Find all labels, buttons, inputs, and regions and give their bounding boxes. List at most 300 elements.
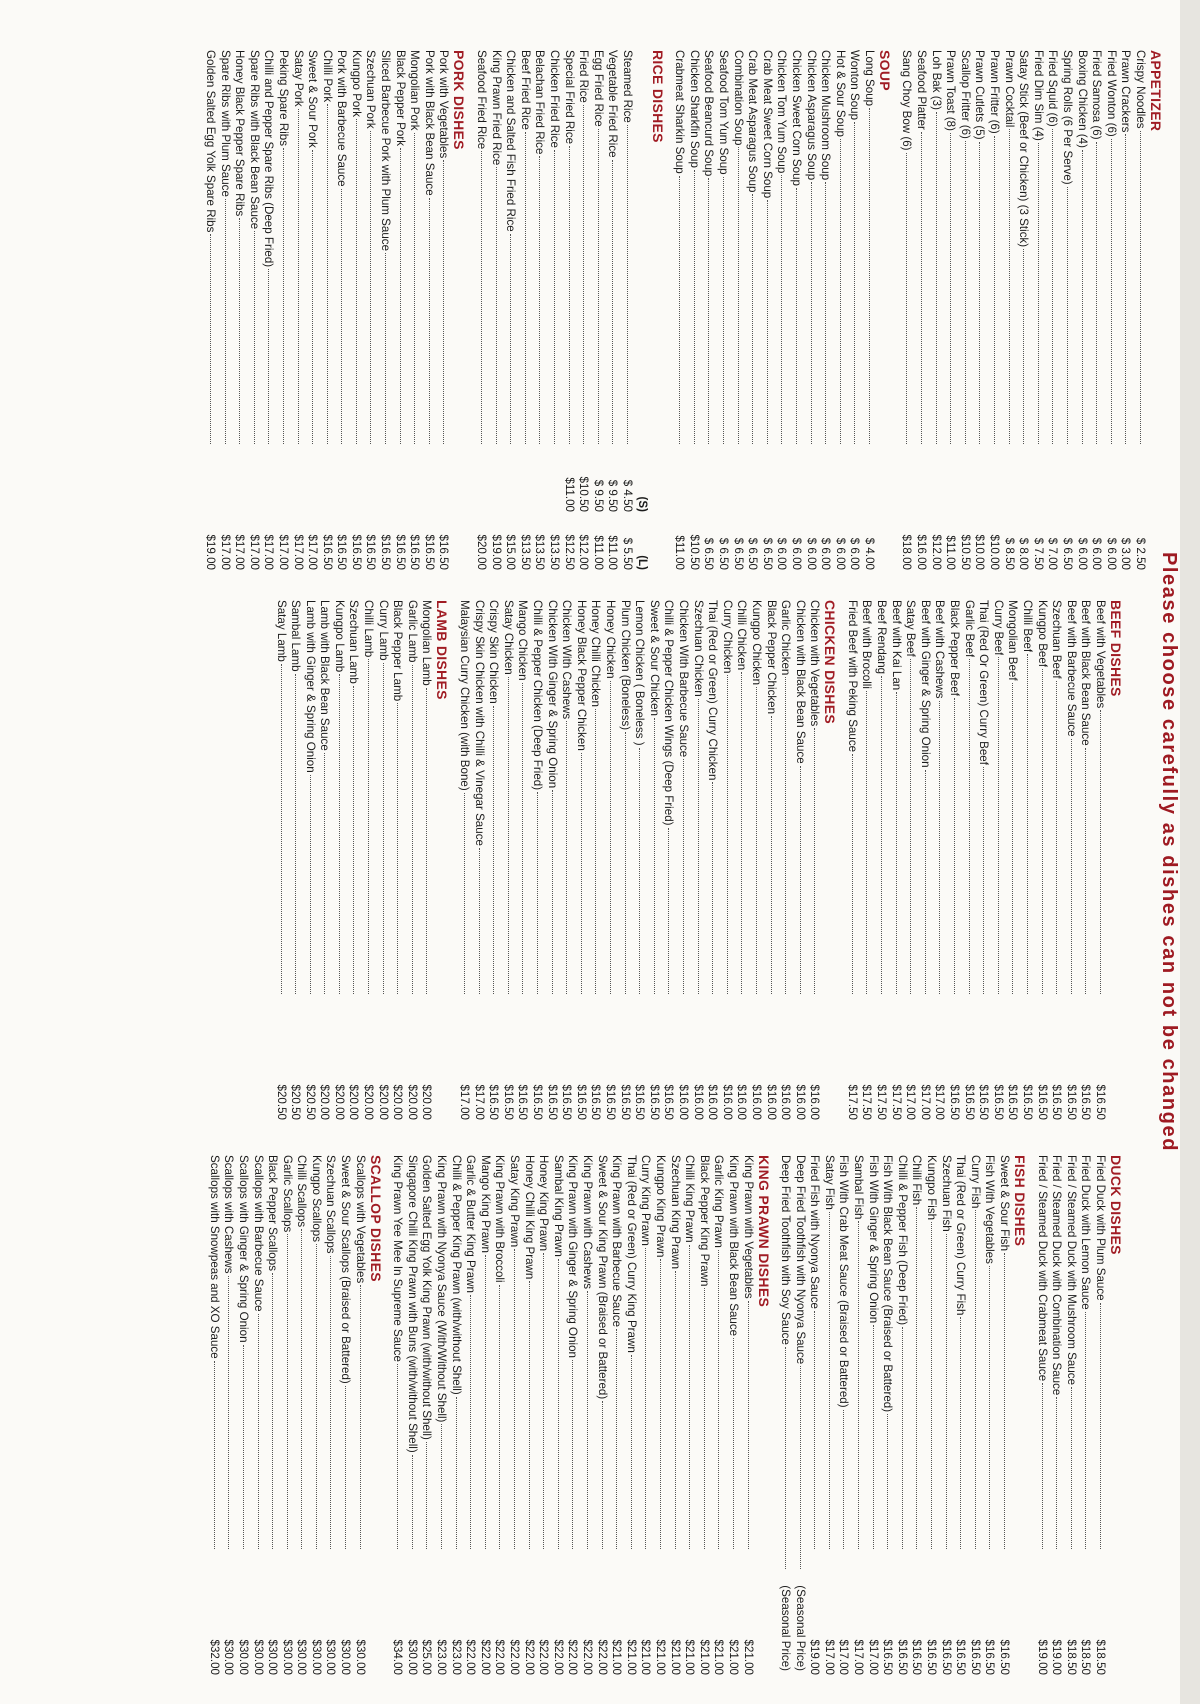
leader-dots: [481, 151, 482, 444]
menu-item-price: $16.50: [1094, 1084, 1107, 1120]
menu-item-price: $ 6.50: [746, 537, 760, 570]
menu-item: [763, 600, 778, 1120]
menu-item: [352, 1155, 367, 1675]
menu-item-name: Black Pepper Scallops: [266, 1155, 280, 1271]
menu-item-price: $22.00: [493, 1639, 507, 1675]
leader-dots: [1100, 710, 1101, 994]
menu-item-price: $21.00: [683, 1639, 697, 1675]
leader-dots: [936, 112, 937, 444]
leader-dots: [429, 198, 430, 444]
menu-item: [515, 600, 530, 1120]
menu-item: [976, 600, 991, 1120]
leader-dots: [1071, 739, 1072, 994]
menu-item-price: $30.00: [280, 1639, 294, 1675]
menu-item-price: $30.00: [295, 1639, 309, 1675]
menu-item-name: Black Pepper Lamb: [391, 600, 405, 702]
menu-item-name: Chicken With Barbecue Sauce: [676, 600, 690, 758]
leader-dots: [733, 1338, 734, 1549]
leader-dots: [426, 1442, 427, 1549]
menu-item-price: $17.00: [458, 1084, 472, 1120]
menu-item-name: Szechuan King Prawn: [668, 1155, 682, 1270]
menu-item-price: $17.00: [837, 1639, 851, 1675]
menu-item-name: Kungpo Beef: [1035, 600, 1049, 668]
leader-dots: [994, 136, 995, 444]
menu-item-name: Beef with Vegetables: [1094, 600, 1107, 709]
menu-item: [943, 50, 958, 570]
menu-item: [619, 50, 634, 570]
menu-item-price: $17.00: [852, 1639, 866, 1675]
leader-dots: [814, 728, 815, 994]
leader-dots: [529, 1281, 530, 1549]
menu-item-name: Peking Spare Ribs: [276, 50, 290, 147]
menu-item-price: $23.00: [435, 1639, 449, 1675]
menu-item: [821, 1155, 836, 1675]
menu-item: [617, 600, 632, 1120]
leader-dots: [800, 766, 801, 994]
leader-dots: [1042, 1383, 1043, 1549]
menu-item-price: $17.00: [247, 534, 261, 570]
menu-item-name: Sweet & Sour Fish: [998, 1155, 1012, 1252]
menu-item-price: $16.50: [1079, 1084, 1093, 1120]
menu-item-name: Garlic Lamb: [405, 600, 419, 663]
leader-dots: [752, 194, 753, 444]
menu-item-price: $16.50: [662, 1084, 676, 1120]
menu-item: [579, 1155, 594, 1675]
chicken-dishes-section: [456, 600, 838, 1120]
menu-item-price: $16.50: [939, 1639, 953, 1675]
menu-item: [375, 600, 390, 1120]
menu-item-price: $16.00: [793, 1084, 807, 1120]
menu-item: [946, 600, 961, 1120]
leader-dots: [268, 269, 269, 444]
menu-item-price: $ 8.50: [1002, 537, 1016, 570]
leader-dots: [738, 147, 739, 444]
leader-dots: [569, 146, 570, 444]
leader-dots: [324, 753, 325, 994]
leader-dots: [998, 657, 999, 994]
leader-dots: [327, 104, 328, 444]
menu-item: [477, 1155, 492, 1675]
leader-dots: [552, 790, 553, 994]
leader-dots: [496, 167, 497, 444]
leader-dots: [689, 1245, 690, 1549]
leader-dots: [510, 234, 511, 444]
menu-item-name: Curry Lamb: [376, 600, 390, 661]
menu-item-price: $20.00: [405, 1084, 419, 1120]
menu-item-name: Crispy Skin Chicken: [487, 600, 501, 704]
leader-dots: [712, 782, 713, 994]
menu-item-price: $16.50: [604, 1084, 617, 1120]
menu-item-price: $22.00: [566, 1639, 580, 1675]
menu-item: [832, 50, 847, 570]
menu-item-name: Lamb with Ginger & Spring Onion: [303, 600, 317, 773]
leader-dots: [698, 699, 699, 994]
menu-item-price: $16.50: [998, 1639, 1012, 1675]
menu-item-name: Szechuan Fish: [939, 1155, 953, 1232]
leader-dots: [718, 1250, 719, 1549]
menu-item-name: Garlic Scallops: [280, 1155, 294, 1233]
menu-item: [690, 600, 705, 1120]
menu-item: [317, 600, 332, 1120]
leader-dots: [243, 1345, 244, 1549]
leader-dots: [456, 1397, 457, 1549]
menu-item-name: Mongolian Lamb: [420, 600, 434, 686]
menu-item-price: $21.00: [624, 1639, 638, 1675]
menu-item: [1089, 50, 1104, 570]
leader-dots: [1009, 129, 1010, 444]
menu-item-price: $ 6.50: [716, 537, 730, 570]
menu-column-2: [273, 600, 1130, 1120]
menu-item-name: Thai (Red Or Green) Curry Beef: [977, 600, 991, 765]
menu-item: [565, 1155, 580, 1675]
menu-item: [982, 1155, 997, 1675]
leader-dots: [887, 1414, 888, 1549]
menu-item: [923, 1155, 938, 1675]
menu-item-price: $30.00: [236, 1639, 250, 1675]
menu-item-price: $11.00: [944, 535, 958, 570]
menu-item-price: $17.50: [860, 1084, 874, 1120]
menu-item-price: $20.00: [475, 534, 489, 570]
leader-dots: [1096, 142, 1097, 444]
menu-item-price: $ 7.50: [1031, 537, 1045, 570]
menu-item-name: Curry King Prawn: [639, 1155, 653, 1246]
leader-dots: [627, 125, 628, 444]
menu-item-price: $30.00: [251, 1639, 265, 1675]
leader-dots: [979, 142, 980, 444]
menu-item-price: $22.00: [551, 1639, 565, 1675]
menu-item: [488, 50, 503, 570]
menu-item-name: Singapore Chilli King Prawn with Buns (with/without Shell): [405, 1155, 419, 1453]
menu-item-price: $11.00: [606, 535, 620, 570]
menu-item-price: $16.50: [560, 1084, 574, 1120]
menu-item-price: $17.00: [276, 534, 290, 570]
leader-dots: [1140, 131, 1141, 444]
menu-item-price: $16.50: [925, 1639, 939, 1675]
menu-item-price: $ 6.00: [775, 537, 789, 570]
menu-item: [894, 1155, 909, 1675]
menu-item: [404, 600, 419, 1120]
menu-item: [202, 50, 217, 570]
menu-item-name: Curry Chicken: [720, 600, 734, 674]
menu-item: [323, 1155, 338, 1675]
menu-item-price: $17.00: [866, 1639, 880, 1675]
menu-item-price: $16.00: [779, 1084, 793, 1120]
leader-dots: [902, 1327, 903, 1549]
menu-item: [500, 600, 515, 1120]
menu-item-price: $16.50: [647, 1084, 661, 1120]
menu-item: [967, 1155, 982, 1675]
leader-dots: [1023, 249, 1024, 444]
menu-item-name: Long Soup: [862, 50, 876, 107]
menu-item-price: $ 6.00: [819, 537, 833, 570]
menu-item: [844, 600, 859, 1120]
menu-item-name: King Prawn with Ginger & Spring Onion: [566, 1155, 580, 1358]
menu-item: [305, 50, 320, 570]
menu-item: [807, 600, 822, 1120]
menu-item-name: Chilli Beef: [1021, 600, 1035, 653]
menu-item-name: Loh Bak (3): [929, 50, 943, 110]
menu-item-price: $16.50: [1064, 1084, 1078, 1120]
menu-item-name: Sambal King Prawn: [551, 1155, 565, 1257]
menu-item-price: $18.50: [1079, 1639, 1093, 1675]
leader-dots: [543, 1253, 544, 1549]
menu-item-name: Fried Duck with Plum Sauce: [1094, 1155, 1107, 1301]
menu-item: [308, 1155, 323, 1675]
menu-item-price: $20.00: [318, 1084, 332, 1120]
menu-item-name: Szechuan Chicken: [691, 600, 705, 697]
menu-item: [938, 1155, 953, 1675]
menu-item: [1092, 600, 1107, 1120]
leader-dots: [645, 1248, 646, 1549]
menu-item: [302, 600, 317, 1120]
menu-item: [623, 1155, 638, 1675]
menu-item-price: $32.00: [207, 1639, 221, 1675]
menu-item-price: $ 6.00: [789, 537, 803, 570]
leader-dots: [525, 132, 526, 444]
menu-item: [836, 1155, 851, 1675]
leader-dots: [748, 1301, 749, 1549]
menu-item: [803, 50, 818, 570]
menu-item: [288, 600, 303, 1120]
menu-item-name: Prawn Cutlets (5): [973, 50, 987, 140]
menu-item: [1049, 1155, 1064, 1675]
menu-item-name: Steamed Rice: [621, 50, 634, 123]
menu-item: [392, 50, 407, 570]
leader-dots: [258, 1314, 259, 1549]
leader-dots: [558, 1259, 559, 1549]
menu-item-name: Fried Beef with Peking Sauce: [845, 600, 859, 753]
menu-item-name: Prawn Cocktail: [1002, 50, 1016, 128]
menu-item-price: $13.50: [548, 534, 562, 570]
menu-item-price: $30.00: [222, 1639, 236, 1675]
menu-item-name: Thai (Red or Green) Curry Chicken: [706, 600, 720, 781]
menu-item-name: Chilli Chicken: [735, 600, 749, 671]
menu-item-price: $16.50: [618, 1084, 632, 1120]
leader-dots: [485, 1255, 486, 1549]
menu-item-name: Chilli King Prawn: [683, 1155, 697, 1243]
menu-item-price: $13.50: [518, 534, 532, 570]
menu-item-price: $21.00: [741, 1639, 755, 1675]
menu-item-name: Kungpo Chicken: [749, 600, 763, 686]
menu-item: [436, 50, 451, 570]
menu-item-name: Mango Chicken: [516, 600, 530, 681]
menu-item-price: $16.50: [545, 1084, 559, 1120]
menu-item-price: $16.50: [349, 534, 363, 570]
menu-item-name: Sweet & Sour Chicken: [647, 600, 661, 716]
menu-item: [851, 1155, 866, 1675]
menu-item: [1078, 1155, 1093, 1675]
menu-item-name: Beef with Barbecue Sauce: [1064, 600, 1078, 737]
menu-item: [701, 50, 716, 570]
leader-dots: [514, 1249, 515, 1549]
leader-dots: [771, 716, 772, 994]
menu-item-price: $16.50: [977, 1084, 991, 1120]
menu-item-name: King Prawn with Black Bean Sauce: [726, 1155, 740, 1337]
menu-item-price: $ 6.50: [731, 537, 745, 570]
menu-item-price: $30.00: [405, 1639, 419, 1675]
menu-item-price: $21.00: [712, 1639, 726, 1675]
menu-item-name: Chicken Sweet Corn Soup: [789, 50, 803, 186]
menu-item-price: $ 6.00: [1104, 537, 1118, 570]
menu-item-name: Thai (Red or Green) Curry King Prawn: [624, 1155, 638, 1353]
menu-item-name: Wonton Soup: [848, 50, 862, 121]
menu-item: [1005, 600, 1020, 1120]
menu-item: [448, 1155, 463, 1675]
menu-item: [675, 600, 690, 1120]
menu-item-name: Sweet & Sour Pork: [306, 50, 320, 148]
menu-item: [279, 1155, 294, 1675]
leader-dots: [785, 1347, 786, 1569]
menu-item: [928, 50, 943, 570]
menu-item-price: $20.00: [332, 1084, 346, 1120]
leader-dots: [969, 659, 970, 994]
leader-dots: [921, 132, 922, 444]
leader-dots: [397, 703, 398, 994]
leader-dots: [316, 1244, 317, 1549]
menu-item: [961, 600, 976, 1120]
menu-item: [378, 50, 393, 570]
menu-item-price: $20.50: [289, 1084, 303, 1120]
leader-dots: [412, 1455, 413, 1549]
menu-item-name: Sliced Barbecue Pork with Plum Sauce: [379, 50, 393, 252]
rice-dishes-section: [473, 50, 665, 570]
leader-dots: [896, 692, 897, 994]
menu-item-note: (Seasonal Price): [779, 1585, 793, 1671]
menu-item-name: Seafood Tom Yum Soup: [716, 50, 730, 175]
duck-dishes-heading: DUCK DISHES: [1108, 1155, 1124, 1255]
menu-item-name: Sang Choy Bow (6): [900, 50, 914, 151]
appetizer-section: [899, 50, 1164, 570]
menu-item-name: Mongolian Pork: [408, 50, 422, 131]
menu-item-price: $20.50: [303, 1084, 317, 1120]
menu-item-price: $22.00: [478, 1639, 492, 1675]
menu-item-price: $16.50: [531, 1084, 545, 1120]
menu-item-price: $22.00: [595, 1639, 609, 1675]
menu-item-price: $16.50: [320, 534, 334, 570]
menu-item-price: $16.50: [589, 1084, 603, 1120]
menu-item-price: $21.00: [610, 1639, 624, 1675]
menu-item-price: $ 5.50: [621, 537, 634, 570]
leader-dots: [356, 119, 357, 444]
lamb-dishes-section: [273, 600, 451, 1120]
menu-item-name: Crispy Noodles: [1134, 50, 1147, 129]
menu-item: [319, 50, 334, 570]
menu-item-price: $17.00: [218, 534, 232, 570]
menu-item-price: $30.00: [266, 1639, 280, 1675]
leader-dots: [814, 1311, 815, 1549]
menu-item-name: Satay King Prawn: [508, 1155, 522, 1248]
menu-item: [361, 600, 376, 1120]
menu-column-3: [206, 1155, 1130, 1675]
menu-item-price: $16.50: [1050, 1084, 1064, 1120]
menu-item: [990, 600, 1005, 1120]
leader-dots: [283, 148, 284, 444]
menu-item-price: $23.00: [449, 1639, 463, 1675]
menu-item: [573, 600, 588, 1120]
leader-dots: [371, 131, 372, 444]
leader-dots: [639, 748, 640, 994]
menu-item: [363, 50, 378, 570]
menu-item-price: $16.50: [1006, 1084, 1020, 1120]
menu-item: [847, 50, 862, 570]
king-prawn-dishes-heading: KING PRAWN DISHES: [755, 1155, 772, 1308]
menu-item: [1103, 50, 1118, 570]
menu-item: [1019, 600, 1034, 1120]
menu-item: [759, 50, 774, 570]
leader-dots: [825, 182, 826, 444]
leader-dots: [339, 674, 340, 994]
menu-item-price: $16.50: [633, 1084, 647, 1120]
menu-item-name: Kungpo Pork: [349, 50, 363, 118]
menu-item-name: Fish With Ginger & Spring Onion: [866, 1155, 880, 1324]
menu-item-name: Seafood Beancurd Soup: [702, 50, 716, 177]
menu-item: [419, 600, 434, 1120]
menu-item-price: $30.00: [324, 1639, 338, 1675]
menu-item: [532, 50, 547, 570]
menu-item-price: $30.00: [339, 1639, 353, 1675]
leader-dots: [1012, 683, 1013, 994]
menu-item: [880, 1155, 895, 1675]
leader-dots: [301, 1229, 302, 1549]
menu-item-name: Fried Samosa (6): [1090, 50, 1104, 140]
menu-item-name: Thai (Red or Green) Curry Fish: [954, 1155, 968, 1316]
menu-item-name: Scallops with Cashews: [222, 1155, 236, 1274]
menu-item-price: $ 4.00: [862, 537, 876, 570]
menu-column-1: [202, 50, 1170, 570]
menu-item-name: Scallop Fritter (6): [958, 50, 972, 139]
menu-item-name: Beef with Brocolli: [860, 600, 874, 689]
menu-item: [471, 600, 486, 1120]
leader-dots: [708, 178, 709, 444]
leader-dots: [781, 175, 782, 444]
menu-item-price: $16.50: [574, 1084, 588, 1120]
menu-item-price: $ 6.00: [833, 537, 847, 570]
menu-item-price: $17.00: [291, 534, 305, 570]
menu-item: [348, 50, 363, 570]
menu-item-name: Black Pepper King Prawn: [697, 1155, 711, 1287]
menu-item-price: $16.50: [516, 1084, 530, 1120]
menu-item-name: Satay Pork: [291, 50, 305, 107]
menu-item-name: Prawn Toast (8): [944, 50, 958, 131]
menu-item-name: Beef with Kai Lan: [889, 600, 903, 691]
menu-item-price: $16.50: [487, 1084, 501, 1120]
menu-item-price: $22.00: [581, 1639, 594, 1675]
menu-item: [275, 50, 290, 570]
menu-item-price: $16.00: [808, 1084, 822, 1120]
leader-dots: [210, 234, 211, 444]
leader-dots: [225, 199, 226, 444]
menu-item: [715, 50, 730, 570]
leader-dots: [602, 1401, 603, 1549]
leader-dots: [756, 687, 757, 994]
menu-item-name: King Prawn with Broccoli: [493, 1155, 507, 1283]
menu-item: [544, 600, 559, 1120]
menu-item: [914, 50, 929, 570]
menu-item-name: Satay Lamb: [274, 600, 288, 662]
menu-item-price: $ 6.50: [1061, 537, 1075, 570]
leader-dots: [537, 792, 538, 994]
menu-item-name: King Prawn with Cashews: [581, 1155, 594, 1290]
menu-item-price: $20.00: [362, 1084, 376, 1120]
menu-item: [861, 50, 876, 570]
menu-item-name: Fish With Black Bean Sauce (Braised or Battered): [881, 1155, 895, 1413]
menu-item: [602, 600, 617, 1120]
menu-item-price: $20.00: [420, 1084, 434, 1120]
menu-item-name: Scallops with Ginger & Spring Onion: [236, 1155, 250, 1343]
menu-item-price: $16.00: [691, 1084, 705, 1120]
menu-item-price: $16.50: [422, 534, 436, 570]
menu-item-name: Scallops with Vegetables: [353, 1155, 367, 1284]
